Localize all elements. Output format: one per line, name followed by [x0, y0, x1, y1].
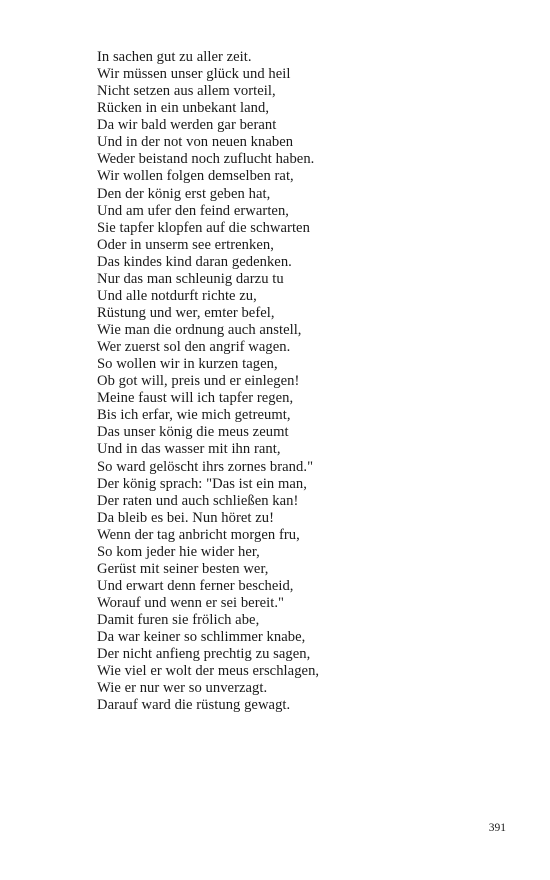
poem-line: Und am ufer den feind erwarten, [97, 202, 289, 219]
poem-line: Und alle notdurft richte zu, [97, 287, 257, 304]
poem-text-block [97, 49, 497, 714]
poem-line: Nicht setzen aus allem vorteil, [97, 83, 276, 100]
poem-line: Da wir bald werden gar berant [97, 117, 277, 134]
poem-line: Da bleib es bei. Nun höret zu! [97, 509, 274, 526]
poem-line: Das kindes kind daran gedenken. [97, 253, 292, 270]
poem-line: In sachen gut zu aller zeit. [97, 49, 252, 65]
poem-line: So ward gelöscht ihrs zornes brand." [97, 458, 314, 475]
poem-line: Der könig sprach: "Das ist ein man, [97, 475, 307, 492]
page-number: 391 [488, 822, 506, 834]
poem-line: Wenn der tag anbricht morgen fru, [97, 526, 300, 543]
poem-line: Da war keiner so schlimmer knabe, [97, 629, 306, 646]
poem-line: Nur das man schleunig darzu tu [97, 270, 284, 287]
poem-line: Oder in unserm see ertrenken, [97, 236, 274, 253]
poem-line: Und erwart denn ferner bescheid, [97, 577, 294, 594]
poem-line: Wir wollen folgen demselben rat, [97, 168, 294, 185]
poem-line: Wer zuerst sol den angrif wagen. [97, 339, 291, 356]
poem-line: Wie viel er wolt der meus erschlagen, [97, 663, 320, 680]
poem-line: Der nicht anfieng prechtig zu sagen, [97, 646, 311, 663]
poem-line: Rücken in ein unbekant land, [97, 100, 270, 117]
poem-line: Wir müssen unser glück und heil [97, 66, 291, 83]
poem-line: Worauf und wenn er sei bereit." [97, 595, 285, 611]
poem-line: Wie er nur wer so unverzagt. [97, 680, 268, 697]
poem-line: Meine faust will ich tapfer regen, [97, 390, 294, 407]
poem-line: Das unser könig die meus zeumt [97, 424, 289, 441]
poem-line: Den der könig erst geben hat, [97, 185, 271, 202]
poem-line: Der raten und auch schließen kan! [97, 492, 299, 509]
poem-line: Sie tapfer klopfen auf die schwarten [97, 219, 310, 236]
poem-line: So kom jeder hie wider her, [97, 543, 260, 560]
poem-line: Und in der not von neuen knaben [97, 134, 294, 151]
poem-line: Und in das wasser mit ihn rant, [97, 441, 281, 458]
poem-line: Wie man die ordnung auch anstell, [97, 322, 302, 338]
poem-line: Gerüst mit seiner besten wer, [97, 560, 269, 577]
poem-line: Ob got will, preis und er einlegen! [97, 373, 300, 390]
poem-line: Weder beistand noch zuflucht haben. [97, 151, 315, 168]
poem-line: Damit furen sie frölich abe, [97, 612, 260, 629]
poem-line: Bis ich erfar, wie mich getreumt, [97, 407, 291, 424]
poem-line: Darauf ward die rüstung gewagt. [97, 697, 291, 714]
poem-line: So wollen wir in kurzen tagen, [97, 356, 278, 373]
poem-line: Rüstung und wer, emter befel, [97, 304, 275, 321]
